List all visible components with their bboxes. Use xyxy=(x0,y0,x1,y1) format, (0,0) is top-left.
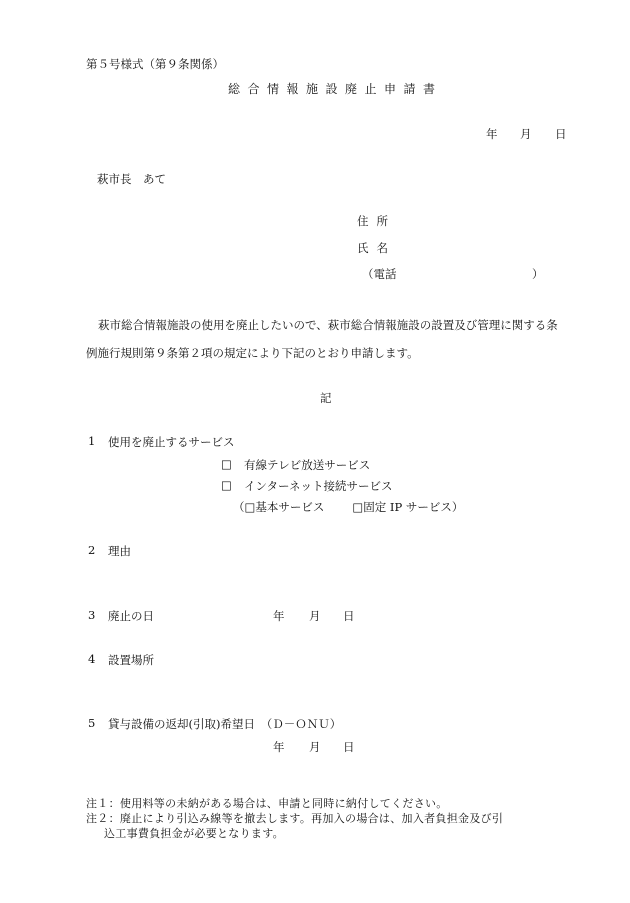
document-title: 総合情報施設廃止申請書 xyxy=(228,82,443,96)
internet-service-label: インターネット接続サービス xyxy=(244,479,393,493)
item-3-year-label: 年 xyxy=(273,609,285,623)
item-5-number: 5 xyxy=(88,716,96,730)
item-4-label: 設置場所 xyxy=(108,653,154,667)
item-5-year-label: 年 xyxy=(273,740,285,754)
item-5-label: 貸与設備の返却(引取)希望日 （Ｄ－ＯＮＵ） xyxy=(108,717,342,731)
addressee: 萩市長 あて xyxy=(97,172,166,186)
internet-service-checkbox[interactable]: □ xyxy=(221,478,232,492)
item-2-label: 理由 xyxy=(108,544,131,558)
ki-heading: 記 xyxy=(320,391,332,405)
item-3-number: 3 xyxy=(88,608,96,622)
item-2-number: 2 xyxy=(88,543,96,557)
name-label: 氏名 xyxy=(357,241,396,255)
date-year-label: 年 xyxy=(486,127,498,141)
phone-close-paren: ） xyxy=(532,267,544,281)
phone-label: （電話 xyxy=(362,267,397,281)
date-day-label: 日 xyxy=(555,127,567,141)
tv-service-checkbox[interactable]: □ xyxy=(221,457,232,471)
note-1: 注１：使用料等の未納がある場合は、申請と同時に納付してください。 xyxy=(86,797,448,810)
item-4-number: 4 xyxy=(88,652,96,666)
fixed-ip-service-option[interactable]: □固定 IP サービス） xyxy=(352,500,464,514)
item-1-label: 使用を廃止するサービス xyxy=(108,435,235,449)
body-text-line-2: 例施行規則第９条第２項の規定により下記のとおり申請します。 xyxy=(86,346,419,360)
item-5-month-label: 月 xyxy=(309,740,321,754)
item-5-day-label: 日 xyxy=(343,740,355,754)
tv-service-label: 有線テレビ放送サービス xyxy=(244,458,371,472)
item-3-month-label: 月 xyxy=(309,609,321,623)
body-text-line-1: 萩市総合情報施設の使用を廃止したいので、萩市総合情報施設の設置及び管理に関する条 xyxy=(98,318,558,332)
form-number: 第５号様式（第９条関係） xyxy=(86,57,224,71)
basic-service-option[interactable]: （□基本サービス xyxy=(233,500,325,514)
address-label: 住所 xyxy=(357,214,396,228)
note-2: 注２：廃止により引込み線等を撤去します。再加入の場合は、加入者負担金及び引 xyxy=(86,812,504,825)
item-3-label: 廃止の日 xyxy=(108,609,154,623)
date-month-label: 月 xyxy=(520,127,532,141)
internet-sub-options xyxy=(233,499,463,515)
item-1-number: 1 xyxy=(88,434,96,448)
note-2-continuation: 込工事費負担金が必要となります。 xyxy=(104,827,284,840)
item-3-day-label: 日 xyxy=(343,609,355,623)
